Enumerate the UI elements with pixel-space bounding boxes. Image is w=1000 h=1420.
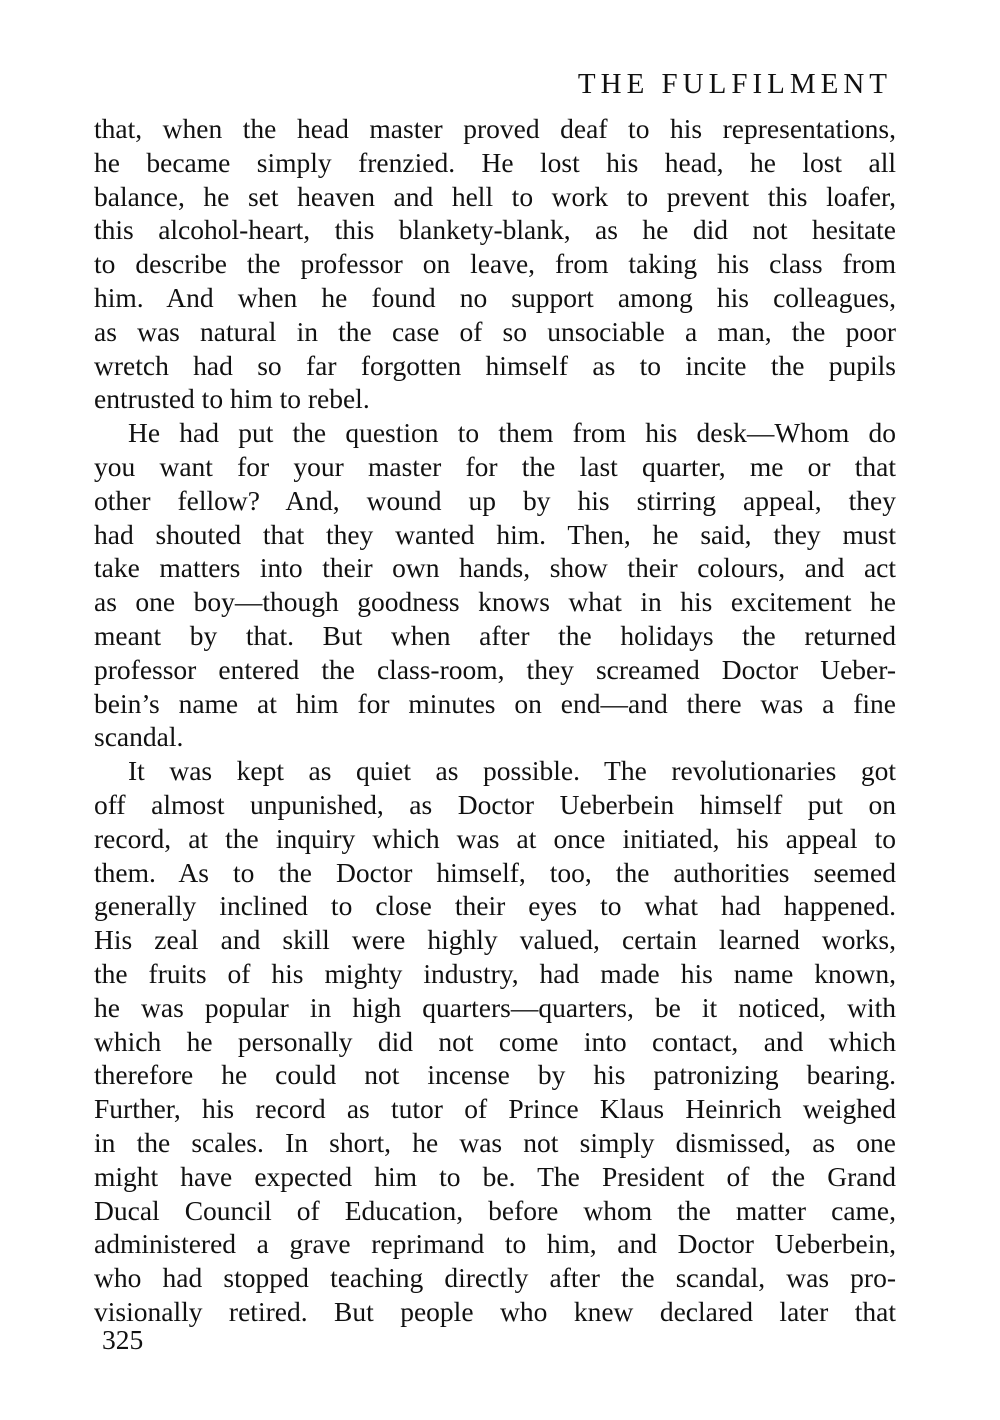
text-line: who had stopped teaching directly after the scandal, was pro- <box>94 1262 896 1294</box>
text-line: balance, he set heaven and hell to work to prevent this loafer, <box>94 180 896 212</box>
running-head-title: THE FULFILMENT <box>577 68 892 100</box>
text-line: visionally retired. But people who knew declared later that <box>94 1295 896 1327</box>
text-line: that, when the head master proved deaf to his representations, <box>94 113 896 144</box>
text-line: the fruits of his mighty industry, had made his name known, <box>94 957 896 989</box>
text-line: His zeal and skill were highly valued, certain learned works, <box>94 924 896 956</box>
text-line: administered a grave reprimand to him, and Doctor Ueberbein, <box>94 1228 896 1260</box>
text-line: this alcohol-heart, this blankety-blank, as he did not hesitate <box>94 214 896 246</box>
text-line: in the scales. In short, he was not simply dismissed, as one <box>94 1126 896 1158</box>
text-line: It was kept as quiet as possible. The revolutionaries got <box>128 755 896 787</box>
text-line: off almost unpunished, as Doctor Ueberbein himself put on <box>94 788 896 820</box>
text-line: Ducal Council of Education, before whom the matter came, <box>94 1194 896 1226</box>
text-line: professor entered the class-room, they screamed Doctor Ueber- <box>94 653 896 685</box>
body-text <box>94 112 896 1329</box>
text-line: might have expected him to be. The President of the Grand <box>94 1160 896 1192</box>
text-line: wretch had so far forgotten himself as to incite the pupils <box>94 349 896 381</box>
text-line: He had put the question to them from his desk—Whom do <box>128 417 896 449</box>
text-line: as was natural in the case of so unsociable a man, the poor <box>94 315 896 347</box>
text-line: bein’s name at him for minutes on end—and there was a fine <box>94 687 896 719</box>
text-line: them. As to the Doctor himself, too, the authorities seemed <box>94 856 896 888</box>
text-line: therefore he could not incense by his patronizing bearing. <box>94 1059 896 1091</box>
text-line: Further, his record as tutor of Prince Klaus Heinrich weighed <box>94 1093 896 1125</box>
text-line: other fellow? And, wound up by his stirring appeal, they <box>94 484 896 516</box>
text-line: he became simply frenzied. He lost his head, he lost all <box>94 146 896 178</box>
text-line: which he personally did not come into contact, and which <box>94 1025 896 1057</box>
text-line: generally inclined to close their eyes to what had happened. <box>94 890 896 922</box>
text-line: take matters into their own hands, show their colours, and act <box>94 552 896 584</box>
text-line: record, at the inquiry which was at once initiated, his appeal to <box>94 822 896 854</box>
page-number: 325 <box>102 1324 144 1355</box>
text-line: had shouted that they wanted him. Then, he said, they must <box>94 518 896 550</box>
text-line: entrusted to him to rebel. <box>94 383 370 415</box>
text-line: scandal. <box>94 721 184 753</box>
text-line: him. And when he found no support among his colleagues, <box>94 281 896 313</box>
text-line: as one boy—though goodness knows what in his excitement he <box>94 586 896 618</box>
text-line: he was popular in high quarters—quarters, be it noticed, with <box>94 991 896 1023</box>
text-line: meant by that. But when after the holidays the returned <box>94 619 896 651</box>
text-line: to describe the professor on leave, from taking his class from <box>94 248 896 280</box>
text-line: you want for your master for the last quarter, me or that <box>94 450 896 482</box>
